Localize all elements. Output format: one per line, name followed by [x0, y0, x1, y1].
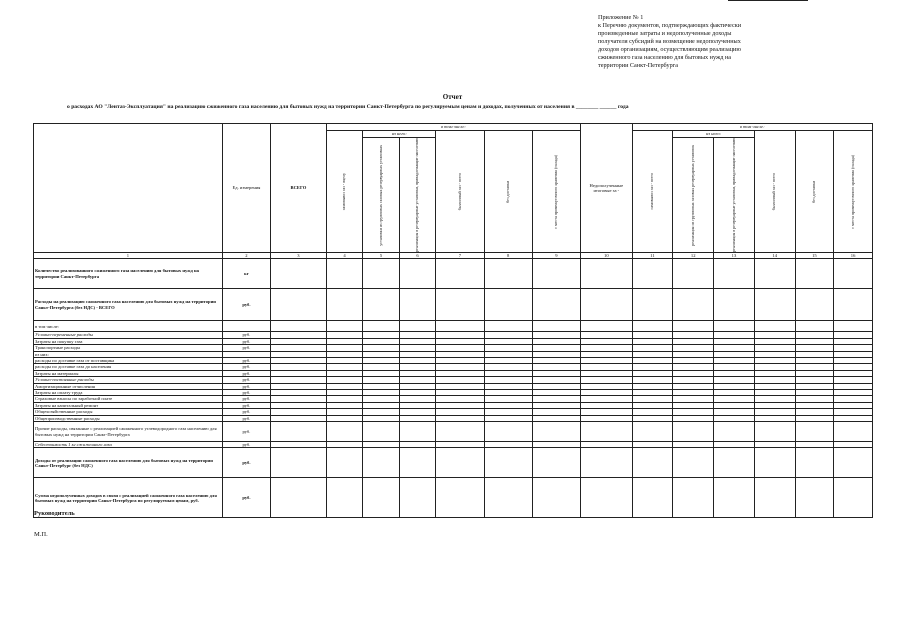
data-cell[interactable] [834, 259, 873, 289]
header-col5 [363, 138, 399, 253]
row-label: Себестоимость 1 кг сжиженного газа [34, 442, 223, 448]
data-cell[interactable] [271, 259, 327, 289]
row-unit: кг [222, 259, 270, 289]
data-cell[interactable] [484, 321, 532, 332]
signature-head: Руководитель [34, 510, 75, 517]
data-cell[interactable] [271, 422, 327, 442]
data-cell[interactable] [399, 321, 435, 332]
row-unit: руб. [222, 390, 270, 396]
data-cell[interactable] [326, 259, 362, 289]
row-label: Общехозяйственные расходы [34, 409, 223, 415]
column-number: 11 [632, 252, 673, 258]
row-unit: руб. [222, 364, 270, 370]
row-unit: руб. [222, 448, 270, 478]
data-cell[interactable] [326, 478, 362, 518]
row-unit: руб. [222, 345, 270, 351]
header-col8 [484, 131, 532, 253]
header-col5-text: установки из групповых газовых резервуарных установках [377, 144, 383, 246]
row-label: Затраты на оплату труда [34, 390, 223, 396]
row-label: Расходы на реализацию сжиженного газа населению для бытовых нужд на территории Санкт-Петербурга (без НДС) - ВСЕГО [34, 289, 223, 321]
data-cell[interactable] [834, 478, 873, 518]
annex-line: получателя субсидий на возмещение недополученных [598, 38, 741, 45]
data-cell[interactable] [795, 259, 834, 289]
row-label: Сумма недополученных доходов в связи с реализацией сжиженного газа населению для бытовых нужд на территории Санкт-Петербурга по регулируемым ценам, руб. [34, 478, 223, 518]
header-col15-text: без доставки [811, 180, 817, 203]
data-cell[interactable] [754, 478, 795, 518]
data-cell[interactable] [436, 259, 484, 289]
data-cell[interactable] [399, 259, 435, 289]
header-col9-text: с места промежуточного хранения (склада) [553, 154, 559, 229]
row-unit: руб. [222, 409, 270, 415]
data-cell[interactable] [363, 259, 399, 289]
data-cell[interactable] [673, 289, 714, 321]
data-cell[interactable] [532, 478, 580, 518]
row-label: расходы по доставке газа от поставщика [34, 357, 223, 363]
header-col7-text: баллонный газ - всего [456, 172, 462, 211]
column-number: 12 [673, 252, 714, 258]
data-cell[interactable] [532, 422, 580, 442]
row-label: Затраты на капитальный ремонт [34, 402, 223, 408]
data-cell[interactable] [484, 289, 532, 321]
data-cell[interactable] [714, 289, 755, 321]
header-col6 [399, 138, 435, 253]
header-blank [34, 124, 223, 253]
column-number: 10 [581, 252, 632, 258]
data-cell[interactable] [834, 448, 873, 478]
header-col12 [673, 138, 714, 253]
row-label: Амортизационные отчисления [34, 383, 223, 389]
data-cell[interactable] [795, 422, 834, 442]
header-col7 [436, 131, 484, 253]
row-unit: руб. [222, 338, 270, 344]
header-col14 [754, 131, 795, 253]
table-row [34, 478, 873, 518]
annex-line: Приложение № 1 [598, 14, 644, 21]
header-of-which-2: из него: [673, 131, 755, 138]
row-unit: руб. [222, 396, 270, 402]
data-cell[interactable] [754, 422, 795, 442]
data-cell[interactable] [795, 478, 834, 518]
data-cell[interactable] [271, 321, 327, 332]
row-unit: руб. [222, 422, 270, 442]
header-col16 [834, 131, 873, 253]
data-cell[interactable] [834, 321, 873, 332]
data-cell[interactable] [834, 422, 873, 442]
row-unit: руб. [222, 370, 270, 376]
data-cell[interactable] [436, 321, 484, 332]
report-subtitle: о расходах АО "Лентаз-Эксплуатация" на реализацию сжиженного газа населению для бытовых нужд на территории Санкт-Петербурга по регулируемым ценам и доходах, полученных от населения в ________ ______ года [67, 104, 629, 110]
data-cell[interactable] [271, 478, 327, 518]
row-unit: руб. [222, 383, 270, 389]
header-col11-text: самовывоз газ - всего [649, 173, 655, 210]
annex-block [598, 14, 808, 70]
data-cell[interactable] [673, 259, 714, 289]
data-cell[interactable] [632, 422, 673, 442]
data-cell[interactable] [484, 422, 532, 442]
data-cell[interactable] [795, 321, 834, 332]
column-number: 4 [326, 252, 362, 258]
data-cell[interactable] [363, 448, 399, 478]
table-row [34, 448, 873, 478]
row-unit: руб. [222, 478, 270, 518]
header-col6-text: реализация в резервуарные установки, принадлежащие населению [414, 138, 420, 252]
data-cell[interactable] [581, 422, 632, 442]
row-unit: руб. [222, 402, 270, 408]
row-label: Страховые взносы по заработной плате [34, 396, 223, 402]
header-unit: Ед. измерения [222, 124, 270, 253]
row-label: Условно-постоянные расходы [34, 377, 223, 383]
data-cell[interactable] [532, 289, 580, 321]
data-cell[interactable] [532, 259, 580, 289]
data-cell[interactable] [714, 448, 755, 478]
data-cell[interactable] [754, 321, 795, 332]
data-cell[interactable] [632, 448, 673, 478]
row-label: Количество реализованного сжиженного газа населению для бытовых нужд на территории Санкт-Петербурга [34, 259, 223, 289]
data-cell[interactable] [484, 448, 532, 478]
header-in-that-number: в том числе: [326, 124, 580, 131]
row-label: Прочие расходы, связанные с реализацией сжиженного углеводородного газа населению для бытовых нужд на территории Санкт-Петербурга [34, 422, 223, 442]
data-cell[interactable] [834, 289, 873, 321]
row-label: Затраты на покупку газа [34, 338, 223, 344]
row-label: в том числе: [34, 321, 223, 332]
header-total: ВСЕГО [271, 124, 327, 253]
annex-line: территории Санкт-Петербурга [598, 62, 678, 69]
data-cell[interactable] [363, 422, 399, 442]
column-number: 5 [363, 252, 399, 258]
data-cell[interactable] [399, 448, 435, 478]
row-unit: руб. [222, 377, 270, 383]
row-unit: руб. [222, 415, 270, 421]
row-unit: руб. [222, 357, 270, 363]
column-number: 15 [795, 252, 834, 258]
column-number: 7 [436, 252, 484, 258]
data-cell[interactable] [436, 478, 484, 518]
data-cell[interactable] [271, 289, 327, 321]
column-number: 16 [834, 252, 873, 258]
header-of-which: из него: [363, 131, 436, 138]
data-cell[interactable] [436, 448, 484, 478]
header-col9 [532, 131, 580, 253]
data-cell[interactable] [484, 478, 532, 518]
row-unit: руб. [222, 442, 270, 448]
data-cell[interactable] [632, 321, 673, 332]
data-cell[interactable] [714, 321, 755, 332]
data-cell[interactable] [363, 478, 399, 518]
row-unit: руб. [222, 289, 270, 321]
row-label: из них: [34, 351, 223, 357]
report-title: Отчет [442, 93, 463, 101]
data-cell[interactable] [581, 259, 632, 289]
data-cell[interactable] [673, 321, 714, 332]
data-cell[interactable] [436, 289, 484, 321]
data-cell[interactable] [399, 422, 435, 442]
header-col13-text: реализация в резервуарные установки, принадлежащие населению [730, 138, 736, 252]
data-cell[interactable] [581, 321, 632, 332]
column-number: 8 [484, 252, 532, 258]
data-cell[interactable] [795, 289, 834, 321]
row-label: расходы по доставке газа до населения [34, 364, 223, 370]
header-col4 [326, 131, 362, 253]
data-cell[interactable] [673, 422, 714, 442]
data-cell[interactable] [581, 289, 632, 321]
row-label: Транспортные расходы [34, 345, 223, 351]
header-col15 [795, 131, 834, 253]
data-cell[interactable] [632, 289, 673, 321]
column-number: 6 [399, 252, 435, 258]
row-unit: руб. [222, 332, 270, 338]
data-cell[interactable] [436, 422, 484, 442]
data-cell[interactable] [326, 422, 362, 442]
top-rule [728, 0, 808, 1]
header-col12-text: реализация из групповых газовых резервуарных установок [689, 144, 695, 246]
header-col8-text: без доставки [504, 180, 510, 203]
column-number: 9 [532, 252, 580, 258]
data-cell[interactable] [399, 289, 435, 321]
column-number: 2 [222, 252, 270, 258]
data-cell[interactable] [754, 289, 795, 321]
data-cell[interactable] [484, 259, 532, 289]
data-cell[interactable] [363, 321, 399, 332]
header-underreceived: Недополученные итоговые за - [581, 124, 632, 253]
data-cell[interactable] [632, 259, 673, 289]
header-col4-text: самовывоз газ - вцелу [341, 172, 347, 211]
column-number: 3 [271, 252, 327, 258]
column-number: 13 [714, 252, 755, 258]
data-cell[interactable] [532, 448, 580, 478]
data-cell[interactable] [581, 478, 632, 518]
annex-line: сжиженного газа населению для бытовых нужд на [598, 54, 732, 61]
data-cell[interactable] [326, 448, 362, 478]
data-cell[interactable] [754, 259, 795, 289]
table-row [34, 289, 873, 321]
header-in-that-number-2: в том числе: [632, 124, 872, 131]
report-table [33, 123, 873, 518]
header-col16-text: с места промежуточного хранения (склада) [849, 154, 855, 229]
data-cell[interactable] [795, 448, 834, 478]
data-cell[interactable] [714, 259, 755, 289]
header-col13 [714, 138, 755, 253]
data-cell[interactable] [714, 478, 755, 518]
column-number: 14 [754, 252, 795, 258]
row-unit [222, 321, 270, 332]
row-label: Затраты на материалы [34, 370, 223, 376]
data-cell[interactable] [581, 448, 632, 478]
annex-line: к Перечню документов, подтверждающих фактически [598, 22, 742, 29]
annex-line: доходов организациям, осуществляющим реализацию [598, 46, 741, 53]
data-cell[interactable] [532, 321, 580, 332]
data-cell[interactable] [754, 448, 795, 478]
data-cell[interactable] [399, 478, 435, 518]
annex-line: произведенные затраты и недополученные доходы [598, 30, 732, 37]
column-number: 1 [34, 252, 223, 258]
header-col14-text: баллонный газ - всего [771, 172, 777, 211]
data-cell[interactable] [363, 289, 399, 321]
row-label: Доходы от реализации сжиженного газа населению для бытовых нужд на территории Санкт-Петербург (без НДС) [34, 448, 223, 478]
data-cell[interactable] [673, 478, 714, 518]
header-col11 [632, 131, 673, 253]
stamp-label: М.П. [34, 531, 48, 538]
data-cell[interactable] [714, 422, 755, 442]
data-cell[interactable] [632, 478, 673, 518]
data-cell[interactable] [326, 289, 362, 321]
table-row [34, 422, 873, 442]
data-cell[interactable] [673, 448, 714, 478]
table-row [34, 259, 873, 289]
data-cell[interactable] [326, 321, 362, 332]
row-label: Общепроизводственные расходы [34, 415, 223, 421]
data-cell[interactable] [271, 448, 327, 478]
row-label: Условно-переменные расходы [34, 332, 223, 338]
table-row [34, 321, 873, 332]
